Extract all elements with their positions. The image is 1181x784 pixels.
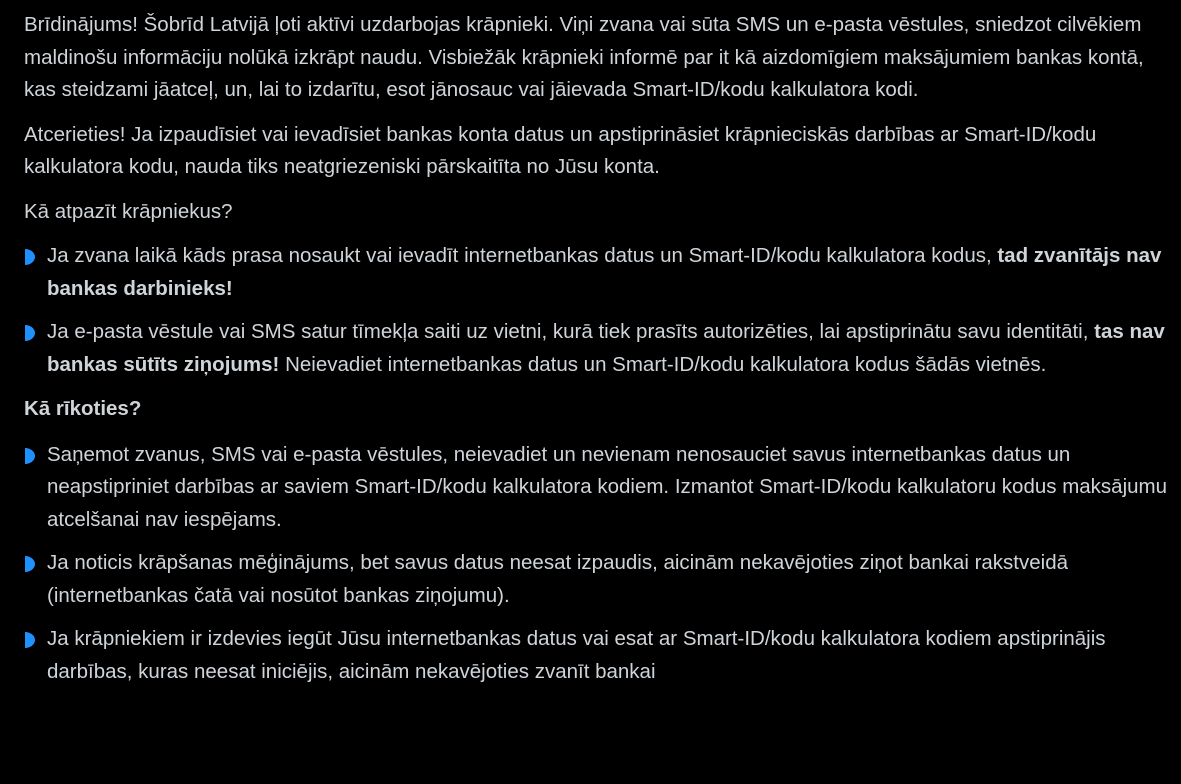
list-item <box>24 316 1176 381</box>
half-circle-bullet-icon <box>24 555 36 573</box>
half-circle-bullet-icon <box>24 324 36 342</box>
list-item-bold-text: tad zvanītājs nav bankas darbinieks! <box>47 244 1162 300</box>
list-item-text: Ja e-pasta vēstule vai SMS satur tīmekļa saiti uz vietni, kurā tiek prasīts autorizēties, lai apstiprinātu savu identitāti, <box>47 320 1095 343</box>
list-item-text: Ja noticis krāpšanas mēģinājums, bet savus datus neesat izpaudis, aicinām nekavējoties ziņot bankai rakstveidā (internetbankas čatā vai nosūtot bankas ziņojumu). <box>47 551 1068 607</box>
half-circle-bullet-icon <box>24 248 36 266</box>
list-item-text: Ja krāpniekiem ir izdevies iegūt Jūsu internetbankas datus vai esat ar Smart-ID/kodu kalkulatora kodiem apstiprinājis darbības, kuras neesat iniciējis, aicinām nekavējoties zvanīt bankai <box>47 627 1106 683</box>
list-item <box>24 240 1176 305</box>
list-item <box>24 439 1176 537</box>
remember-paragraph: Atcerieties! Ja izpaudīsiet vai ievadīsiet bankas konta datus un apstiprināsiet krāpnieciskās darbības ar Smart-ID/kodu kalkulatora kodu, nauda tiks neatgriezeniski pārskaitīta no Jūsu konta. <box>24 122 1097 178</box>
list-item-text: Saņemot zvanus, SMS vai e-pasta vēstules, neievadiet un nevienam nenosauciet savus internetbankas datus un neapstipriniet darbības ar saviem Smart-ID/kodu kalkulatora kodiem. Izmantot Smart-ID/kodu kalkulatoru kodus maksājumu atcelšanai nav iespējams. <box>47 442 1168 531</box>
recognize-heading: Kā atpazīt krāpniekus? <box>24 199 233 223</box>
act-list <box>24 439 1176 689</box>
list-item <box>24 547 1176 612</box>
half-circle-bullet-icon <box>24 447 36 465</box>
fraud-warning-content <box>24 9 1176 699</box>
act-heading: Kā rīkoties? <box>24 397 142 420</box>
half-circle-bullet-icon <box>24 631 36 649</box>
list-item-text: Ja zvana laikā kāds prasa nosaukt vai ievadīt internetbankas datus un Smart-ID/kodu kalkulatora kodus, <box>47 244 998 267</box>
list-item-text-after: Neievadiet internetbankas datus un Smart-ID/kodu kalkulatora kodus šādās vietnēs. <box>279 352 1047 376</box>
list-item-bold-text: tas nav bankas sūtīts ziņojums! <box>47 320 1165 376</box>
list-item <box>24 623 1176 688</box>
warning-paragraph: Brīdinājums! Šobrīd Latvijā ļoti aktīvi uzdarbojas krāpnieki. Viņi zvana vai sūta SMS un e-pasta vēstules, sniedzot cilvēkiem maldinošu informāciju nolūkā izkrāpt naudu. Visbiežāk krāpnieki informē par it kā aizdomīgiem maksājumiem bankas kontā, kas steidzami jāatceļ, un, lai to izdarītu, esot jānosauc vai jāievada Smart-ID/kodu kalkulatora kodi. <box>24 13 1144 101</box>
recognize-list <box>24 240 1176 381</box>
